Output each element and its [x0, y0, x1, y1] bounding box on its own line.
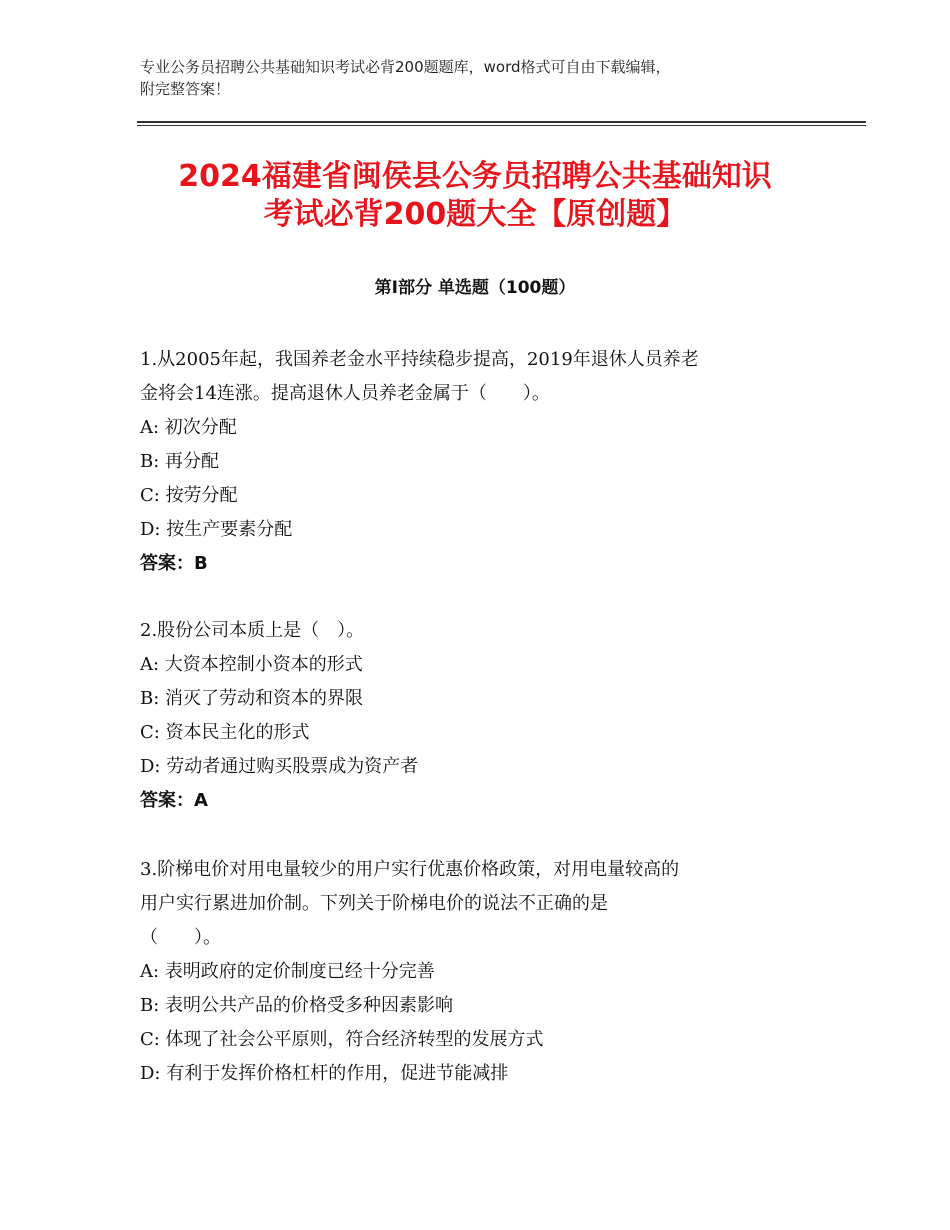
option-a: A: 初次分配: [140, 417, 237, 438]
option-c: C: 按劳分配: [140, 485, 238, 506]
question-3: [140, 853, 830, 1091]
header-rule: [137, 121, 866, 123]
option-a: A: 表明政府的定价制度已经十分完善: [140, 961, 435, 982]
header-note: [140, 56, 830, 100]
option-d: D: 有利于发挥价格杠杆的作用，促进节能减排: [140, 1063, 509, 1084]
option-c: C: 资本民主化的形式: [140, 722, 310, 743]
title-line: 2024福建省闽侯县公务员招聘公共基础知识: [178, 159, 772, 194]
option-a: A: 大资本控制小资本的形式: [140, 654, 363, 675]
header-note-line: 附完整答案！: [140, 80, 231, 98]
question-stem-line: 用户实行累进加价制。下列关于阶梯电价的说法不正确的是: [140, 893, 608, 914]
document-title: [120, 158, 830, 234]
header-rule-thin: [137, 125, 866, 126]
title-line: 考试必背200题大全【原创题】: [263, 197, 687, 232]
answer: 答案：B: [140, 553, 208, 574]
option-d: D: 按生产要素分配: [140, 519, 293, 540]
question-1: [140, 343, 830, 581]
section-heading: 第Ⅰ部分 单选题（100题）: [374, 278, 576, 298]
option-b: B: 表明公共产品的价格受多种因素影响: [140, 995, 454, 1016]
question-stem-line: 3.阶梯电价对用电量较少的用户实行优惠价格政策，对用电量较高的: [140, 859, 680, 880]
option-d: D: 劳动者通过购买股票成为资产者: [140, 756, 419, 777]
answer: 答案：A: [140, 790, 208, 811]
header-note-line: 专业公务员招聘公共基础知识考试必背200题题库，word格式可自由下载编辑，: [140, 58, 671, 76]
question-stem-line: 1.从2005年起，我国养老金水平持续稳步提高，2019年退休人员养老: [140, 349, 699, 370]
question-2: [140, 614, 830, 818]
question-stem-line: 2.股份公司本质上是（ ）。: [140, 620, 365, 641]
option-c: C: 体现了社会公平原则，符合经济转型的发展方式: [140, 1029, 544, 1050]
question-stem-line: 金将会14连涨。提高退休人员养老金属于（ ）。: [140, 383, 550, 404]
question-stem-line: （ ）。: [140, 927, 221, 948]
option-b: B: 消灭了劳动和资本的界限: [140, 688, 364, 709]
option-b: B: 再分配: [140, 451, 220, 472]
